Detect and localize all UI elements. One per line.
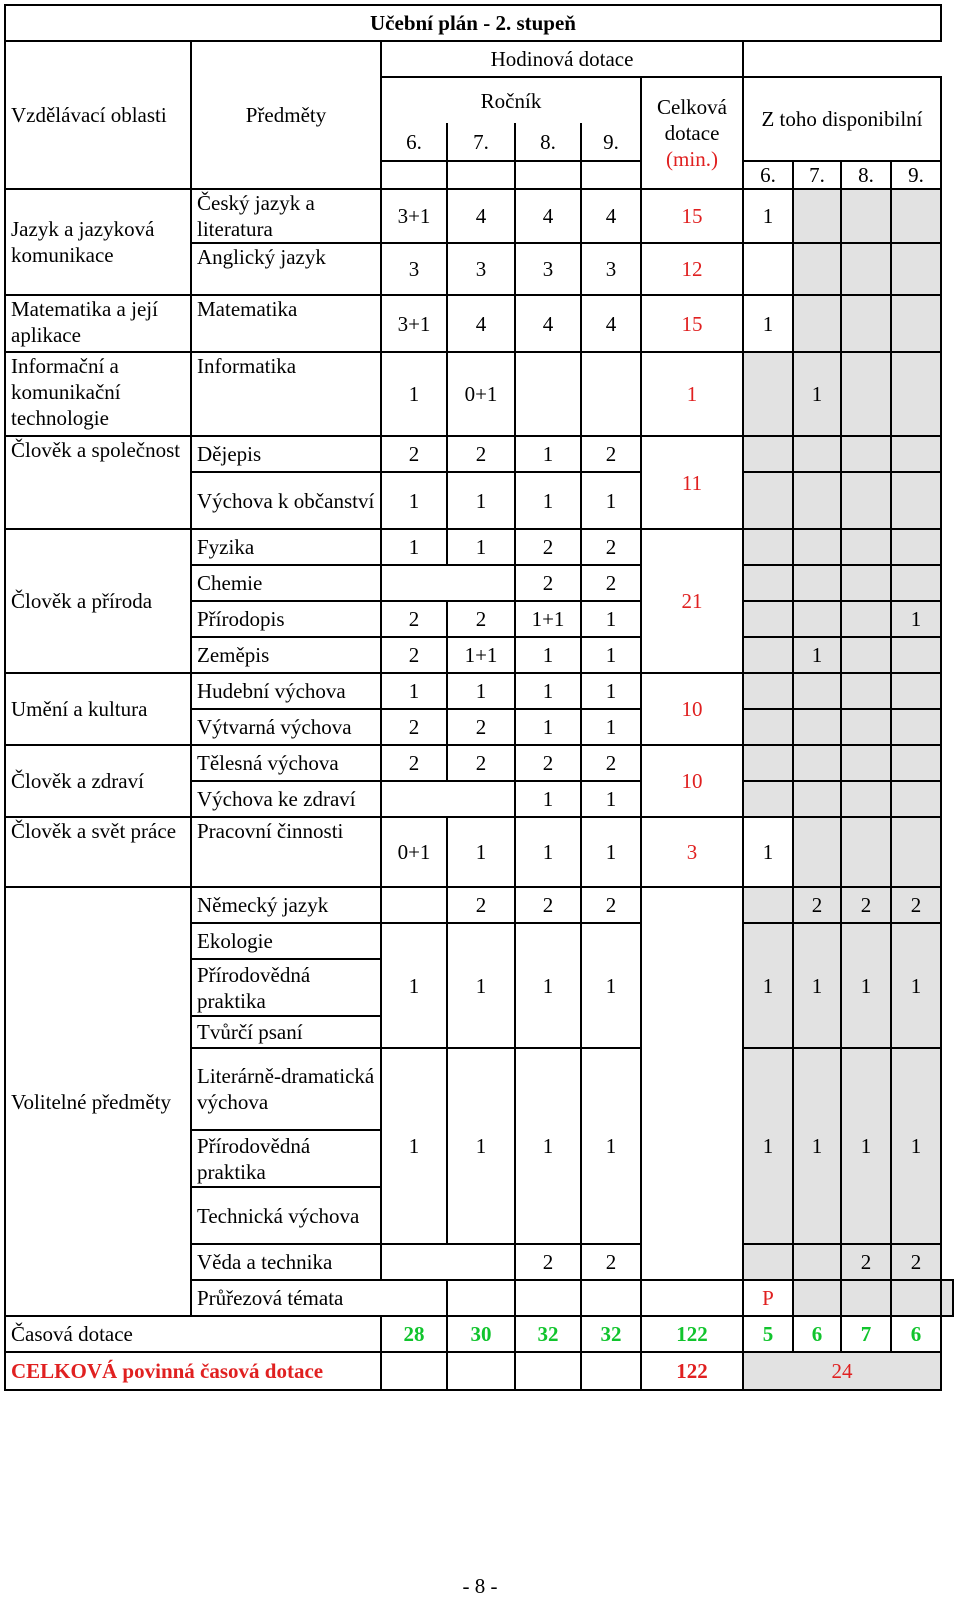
subject-literary-drama: Literárně-dramatická výchova	[191, 1048, 381, 1130]
cell: 1	[515, 472, 581, 529]
total-cell: 11	[641, 436, 743, 529]
cell: 2	[447, 745, 515, 781]
area-health: Člověk a zdraví	[5, 745, 191, 817]
cell: 4	[515, 295, 581, 352]
cross-topics-label: Průřezová témata	[191, 1280, 447, 1316]
cell: 0+1	[447, 352, 515, 436]
cell: 0+1	[381, 817, 447, 887]
cell: 3	[447, 243, 515, 295]
cell: 1	[581, 673, 641, 709]
cell: 3	[515, 243, 581, 295]
avail-9-header: 9.	[891, 161, 941, 189]
sum-cell: 30	[447, 1316, 515, 1352]
avail-cell: 1	[891, 1048, 941, 1244]
grade-6-header: 6.	[381, 123, 447, 161]
subjects-header: Předměty	[191, 41, 381, 189]
cell: 3	[381, 243, 447, 295]
area-work: Člověk a svět práce	[5, 817, 191, 887]
cell: 1+1	[515, 601, 581, 637]
total-cell: 1	[641, 352, 743, 436]
sum-avail: 6	[793, 1316, 841, 1352]
cell: 1	[515, 436, 581, 472]
total-cell: 10	[641, 745, 743, 817]
avail-cell: 1	[743, 189, 793, 243]
cell: 1	[447, 817, 515, 887]
cell: 1	[515, 1048, 581, 1244]
overall-label: CELKOVÁ povinná časová dotace	[5, 1352, 381, 1390]
cell: 1	[581, 637, 641, 673]
avail-6-header: 6.	[743, 161, 793, 189]
cell: 2	[581, 745, 641, 781]
cell: 4	[581, 295, 641, 352]
curriculum-table	[4, 4, 954, 1391]
area-math: Matematika a její aplikace	[5, 295, 191, 352]
avail-cell: 2	[841, 1244, 891, 1280]
cell: 2	[581, 1244, 641, 1280]
total-header-label: Celková dotace	[657, 95, 727, 145]
avail-cell: 2	[891, 1244, 941, 1280]
avail-cell: 2	[841, 887, 891, 923]
cell: 2	[581, 887, 641, 923]
cell: 1	[381, 673, 447, 709]
area-ict: Informační a komunikační technologie	[5, 352, 191, 436]
table-title: Učební plán - 2. stupeň	[5, 5, 941, 41]
cell: 2	[515, 565, 581, 601]
cell: 1	[515, 637, 581, 673]
cell: 1	[447, 673, 515, 709]
cell: 1	[581, 923, 641, 1048]
sum-cell: 28	[381, 1316, 447, 1352]
cell: 2	[515, 1244, 581, 1280]
cell: 4	[447, 189, 515, 243]
cell: 1	[515, 673, 581, 709]
cross-topics-total: P	[743, 1280, 793, 1316]
cell: 2	[381, 601, 447, 637]
cell: 2	[381, 745, 447, 781]
subject-science-practice: Přírodovědná praktika	[191, 959, 381, 1016]
total-header-unit: (min.)	[666, 147, 718, 171]
page-number: - 8 -	[462, 1574, 498, 1598]
subject-pe: Tělesná výchova	[191, 745, 381, 781]
subject-chemistry: Chemie	[191, 565, 381, 601]
cell: 2	[447, 436, 515, 472]
avail-cell: 1	[743, 1048, 793, 1244]
sum-avail: 7	[841, 1316, 891, 1352]
cell: 1	[447, 1048, 515, 1244]
subject-work: Pracovní činnosti	[191, 817, 381, 887]
subject-math: Matematika	[191, 295, 381, 352]
sum-avail: 5	[743, 1316, 793, 1352]
cell: 2	[447, 709, 515, 745]
cell: 1	[581, 601, 641, 637]
subject-technical: Technická výchova	[191, 1187, 381, 1244]
cell: 1	[381, 472, 447, 529]
cell: 1	[581, 709, 641, 745]
avail-cell: 1	[743, 295, 793, 352]
subject-history: Dějepis	[191, 436, 381, 472]
cell: 1	[515, 781, 581, 817]
subject-german: Německý jazyk	[191, 887, 381, 923]
area-society: Člověk a společnost	[5, 436, 191, 529]
cell: 4	[515, 189, 581, 243]
subject-physics: Fyzika	[191, 529, 381, 565]
subject-informatics: Informatika	[191, 352, 381, 436]
subject-science-tech: Věda a technika	[191, 1244, 381, 1280]
cell: 1	[581, 781, 641, 817]
grade-header: Ročník	[381, 77, 641, 123]
subject-czech: Český jazyk a literatura	[191, 189, 381, 243]
avail-cell: 1	[891, 923, 941, 1048]
area-nature: Člověk a příroda	[5, 529, 191, 673]
subject-english: Anglický jazyk	[191, 243, 381, 295]
area-art: Umění a kultura	[5, 673, 191, 745]
cell: 2	[581, 565, 641, 601]
cell: 2	[381, 637, 447, 673]
avail-cell: 1	[793, 1048, 841, 1244]
subject-health: Výchova ke zdraví	[191, 781, 381, 817]
available-header: Z toho disponibilní	[743, 77, 941, 161]
cell: 1	[581, 817, 641, 887]
avail-cell: 1	[743, 923, 793, 1048]
subject-ecology: Ekologie	[191, 923, 381, 959]
total-cell: 3	[641, 817, 743, 887]
cell: 1+1	[447, 637, 515, 673]
cell: 1	[515, 709, 581, 745]
cell: 2	[447, 887, 515, 923]
subject-science-practice-2: Přírodovědná praktika	[191, 1130, 381, 1187]
cell: 2	[581, 436, 641, 472]
avail-cell: 1	[793, 923, 841, 1048]
time-allocation-label: Časová dotace	[5, 1316, 381, 1352]
area-header: Vzdělávací oblasti	[5, 41, 191, 189]
avail-cell: 1	[743, 817, 793, 887]
total-cell: 21	[641, 529, 743, 673]
cell: 1	[381, 352, 447, 436]
cell: 1	[581, 472, 641, 529]
cell: 2	[381, 436, 447, 472]
cell: 1	[447, 472, 515, 529]
total-cell: 15	[641, 189, 743, 243]
overall-total: 122	[641, 1352, 743, 1390]
subject-visual-art: Výtvarná výchova	[191, 709, 381, 745]
cell: 1	[381, 923, 447, 1048]
cell: 4	[447, 295, 515, 352]
total-cell: 12	[641, 243, 743, 295]
cell: 1	[515, 923, 581, 1048]
avail-cell: 2	[891, 887, 941, 923]
cell: 1	[381, 1048, 447, 1244]
sum-total: 122	[641, 1316, 743, 1352]
hours-header: Hodinová dotace	[381, 41, 743, 77]
avail-7-header: 7.	[793, 161, 841, 189]
cell: 2	[515, 745, 581, 781]
cell: 2	[581, 529, 641, 565]
area-electives: Volitelné předměty	[5, 887, 191, 1316]
cell: 1	[581, 1048, 641, 1244]
overall-available: 24	[743, 1352, 941, 1390]
avail-cell: 1	[793, 352, 841, 436]
cell: 1	[515, 817, 581, 887]
sum-cell: 32	[515, 1316, 581, 1352]
grade-7-header: 7.	[447, 123, 515, 161]
subject-biology: Přírodopis	[191, 601, 381, 637]
grade-8-header: 8.	[515, 123, 581, 161]
subject-geography: Zeměpis	[191, 637, 381, 673]
cell: 2	[447, 601, 515, 637]
sum-avail: 6	[891, 1316, 941, 1352]
avail-cell: 2	[793, 887, 841, 923]
grade-9-header: 9.	[581, 123, 641, 161]
sum-cell: 32	[581, 1316, 641, 1352]
avail-cell: 1	[841, 1048, 891, 1244]
cell: 3	[581, 243, 641, 295]
cell: 3+1	[381, 189, 447, 243]
subject-music: Hudební výchova	[191, 673, 381, 709]
subject-creative-writing: Tvůrčí psaní	[191, 1016, 381, 1048]
cell: 2	[515, 529, 581, 565]
avail-cell: 1	[891, 601, 941, 637]
cell: 2	[515, 887, 581, 923]
avail-cell: 1	[793, 637, 841, 673]
cell: 1	[381, 529, 447, 565]
cell: 1	[447, 529, 515, 565]
avail-8-header: 8.	[841, 161, 891, 189]
avail-cell: 1	[841, 923, 891, 1048]
cell: 4	[581, 189, 641, 243]
total-header	[641, 77, 743, 189]
subject-civics: Výchova k občanství	[191, 472, 381, 529]
area-language: Jazyk a jazyková komunikace	[5, 189, 191, 295]
total-cell: 10	[641, 673, 743, 745]
cell: 2	[381, 709, 447, 745]
total-cell: 15	[641, 295, 743, 352]
cell: 3+1	[381, 295, 447, 352]
cell: 1	[447, 923, 515, 1048]
